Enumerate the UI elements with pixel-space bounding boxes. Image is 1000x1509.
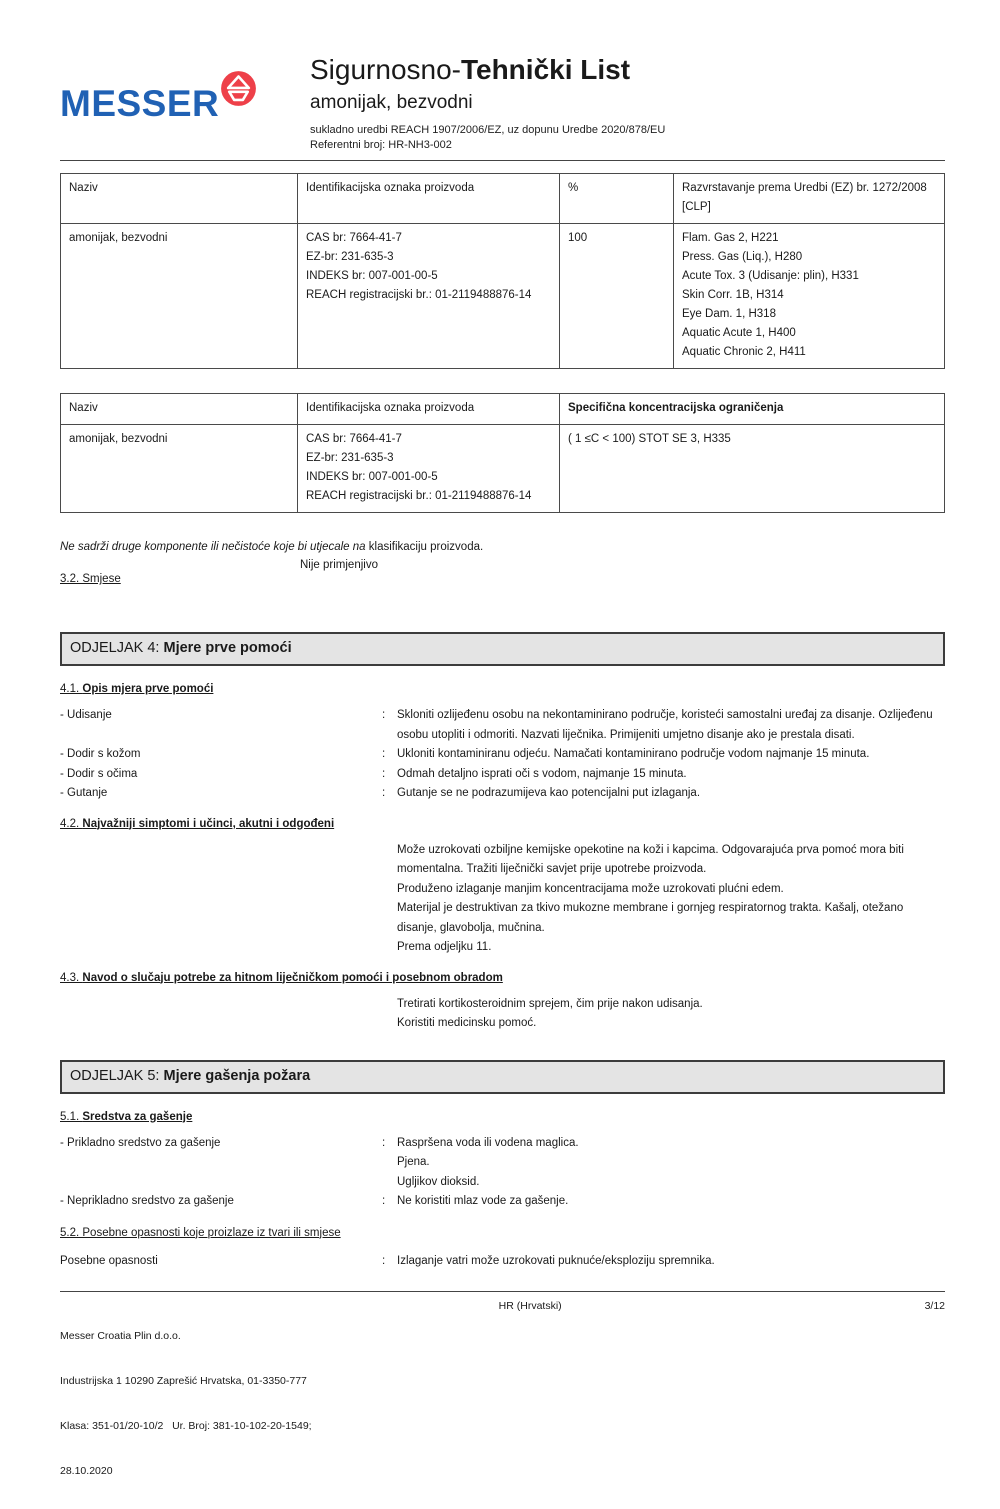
subsection-4-3-number: 4.3. <box>60 971 83 984</box>
paragraph: Materijal je destruktivan za tkivo mukozne membrane i gornjeg respiratornog trakta. Kašalj, otežano disanje, glavobolja, mučnina. <box>397 902 904 934</box>
identifier-ez: EZ-br: 231-635-3 <box>306 251 394 263</box>
cell-identifiers <box>298 425 560 513</box>
col-header-classification: Razvrstavanje prema Uredbi (EZ) br. 1272/2008 [CLP] <box>674 174 945 224</box>
defrow-colon: : <box>382 1195 386 1207</box>
col-header-naziv: Naziv <box>61 174 298 224</box>
subsection-4-2-title: Najvažniji simptomi i učinci, akutni i odgođeni <box>82 817 335 830</box>
document-header <box>60 0 945 153</box>
cell-naziv: amonijak, bezvodni <box>61 425 298 513</box>
defrow-value: Odmah detaljno isprati oči s vodom, najmanje 15 minuta. <box>397 767 687 780</box>
medical-attention-text <box>397 995 945 1034</box>
paragraph: Može uzrokovati ozbiljne kemijske opekotine na koži i kapcima. Odgovarajuća prva pomoć mora biti momentalna. Tražiti liječnički savjet prije upotrebe proizvoda. <box>397 843 904 875</box>
cell-naziv: amonijak, bezvodni <box>61 224 298 369</box>
special-hazards-list <box>60 1252 945 1272</box>
messer-balloon-icon <box>220 70 257 112</box>
defrow-inhalation <box>60 706 945 745</box>
defrow-colon: : <box>382 748 386 760</box>
messer-logo <box>60 54 310 153</box>
defrow-value: Gutanje se ne podrazumijeva kao potencijalni put izlaganja. <box>397 787 701 799</box>
defrow-label: - Udisanje <box>60 709 112 721</box>
cell-identifiers <box>298 224 560 369</box>
footer-language: HR (Hrvatski) <box>498 1300 562 1312</box>
identifier-indeks: INDEKS br: 007-001-00-5 <box>306 270 438 282</box>
component-classification-table <box>60 173 945 369</box>
document-title-bold: Tehnički List <box>460 54 631 85</box>
paragraph: Tretirati kortikosteroidnim sprejem, čim prije nakon udisanja. <box>397 997 703 1010</box>
hazard-class: Skin Corr. 1B, H314 <box>682 289 784 301</box>
paragraph: Produženo izlaganje manjim koncentracijama može uzrokovati plućni edem. <box>397 882 784 895</box>
regulation-line: sukladno uredbi REACH 1907/2006/EZ, uz dopunu Uredbe 2020/878/EU <box>310 124 666 136</box>
section-4-bar <box>60 632 945 666</box>
defrow-colon: : <box>382 1254 386 1267</box>
defrow-colon: : <box>382 709 386 721</box>
defrow-skin-contact <box>60 745 945 765</box>
defrow-label: - Prikladno sredstvo za gašenje <box>60 1136 221 1149</box>
product-name: amonijak, bezvodni <box>310 92 473 113</box>
identifier-indeks: INDEKS br: 007-001-00-5 <box>306 471 438 483</box>
not-applicable-value: Nije primjenjivo <box>300 559 378 571</box>
hazard-class: Aquatic Chronic 2, H411 <box>682 346 806 358</box>
hazard-class: Aquatic Acute 1, H400 <box>682 327 796 339</box>
messer-logo-text: MESSER <box>60 83 220 124</box>
defrow-ingestion <box>60 784 945 804</box>
defrow-value: Skloniti ozlijeđenu osobu na nekontaminirano područje, koristeći samostalni uređaj za disanje. Ozlijeđenu osobu utopliti i odmoriti. Nazvati liječnika. Primijeniti umjetno disanje ako je prestala disati. <box>397 709 933 741</box>
footer-date: 28.10.2020 <box>60 1465 113 1477</box>
defrow-label: - Neprikladno sredstvo za gašenje <box>60 1195 234 1207</box>
cell-limits: ( 1 ≤C < 100) STOT SE 3, H335 <box>560 425 945 513</box>
defrow-suitable-media <box>60 1134 945 1193</box>
first-aid-measures-list <box>60 706 945 804</box>
footer-address: Industrijska 1 10290 Zaprešić Hrvatska, 01-3350-777 <box>60 1375 307 1387</box>
table-row <box>61 224 945 369</box>
cell-percent: 100 <box>560 224 674 369</box>
subsection-5-1-heading <box>60 1109 945 1125</box>
header-divider <box>60 160 945 161</box>
concentration-limits-table <box>60 393 945 513</box>
no-other-components-note <box>60 539 945 556</box>
hazard-class: Acute Tox. 3 (Udisanje: plin), H331 <box>682 270 859 282</box>
defrow-value: Izlaganje vatri može uzrokovati puknuće/eksploziju spremnika. <box>397 1254 715 1267</box>
defrow-value <box>397 1134 945 1193</box>
col-header-identifier: Identifikacijska oznaka proizvoda <box>298 174 560 224</box>
section-5-number: ODJELJAK 5: <box>70 1067 164 1084</box>
hazard-class: Flam. Gas 2, H221 <box>682 232 779 244</box>
note-italic: Ne sadrži druge komponente ili nečistoće koje bi utjecale na <box>60 541 366 553</box>
defrow-label: Posebne opasnosti <box>60 1254 158 1267</box>
defrow-value: Ukloniti kontaminiranu odjeću. Namačati kontaminirano područje vodom najmanje 15 minuta. <box>397 748 870 760</box>
document-title-regular: Sigurnosno- <box>310 54 461 85</box>
cell-classification <box>674 224 945 369</box>
subsection-4-2-heading <box>60 816 945 832</box>
paragraph: Koristiti medicinsku pomoć. <box>397 1017 537 1029</box>
hazard-class: Eye Dam. 1, H318 <box>682 308 776 320</box>
subsection-5-2-heading: 5.2. Posebne opasnosti koje proizlaze iz tvari ili smjese <box>60 1226 341 1239</box>
defrow-special-hazards <box>60 1252 945 1272</box>
reference-number-line: Referentni broj: HR-NH3-002 <box>310 139 452 151</box>
table-row <box>61 425 945 513</box>
section-5-bar <box>60 1060 945 1094</box>
subsection-4-1-heading <box>60 681 945 697</box>
defrow-colon: : <box>382 767 386 780</box>
page-footer <box>60 1291 945 1509</box>
subsection-3-2-heading: 3.2. Smjese <box>60 573 121 585</box>
footer-company-block <box>60 1299 392 1509</box>
section-4-title: Mjere prve pomoći <box>163 640 292 656</box>
table-header-row <box>61 174 945 224</box>
defrow-label: - Gutanje <box>60 787 108 799</box>
value-line: Raspršena voda ili vodena maglica. <box>397 1136 579 1149</box>
identifier-cas: CAS br: 7664-41-7 <box>306 232 402 244</box>
subsection-4-1-title: Opis mjera prve pomoći <box>82 683 214 695</box>
col-header-percent: % <box>560 174 674 224</box>
identifier-cas: CAS br: 7664-41-7 <box>306 433 402 445</box>
col-header-identifier: Identifikacijska oznaka proizvoda <box>298 394 560 425</box>
defrow-value: Ne koristiti mlaz vode za gašenje. <box>397 1195 569 1207</box>
identifier-ez: EZ-br: 231-635-3 <box>306 452 394 464</box>
subsection-5-1-title: Sredstva za gašenje <box>82 1110 193 1123</box>
table-header-row <box>61 394 945 425</box>
notes-block <box>60 539 945 588</box>
defrow-eye-contact <box>60 765 945 785</box>
subsection-4-3-heading <box>60 970 945 986</box>
subsection-5-1-number: 5.1. <box>60 1110 83 1123</box>
identifier-reach: REACH registracijski br.: 01-2119488876-14 <box>306 289 532 301</box>
footer-klasa: Klasa: 351-01/20-10/2 Ur. Broj: 381-10-102-20-1549; <box>60 1420 312 1432</box>
section-4-number: ODJELJAK 4: <box>70 640 164 656</box>
extinguishing-media-list <box>60 1134 945 1212</box>
paragraph: Prema odjeljku 11. <box>397 941 492 953</box>
subsection-4-2-number: 4.2. <box>60 817 83 830</box>
defrow-label: - Dodir s očima <box>60 767 138 780</box>
col-header-limits: Specifična koncentracijska ograničenja <box>560 394 945 425</box>
section-5-title: Mjere gašenja požara <box>163 1067 311 1084</box>
hazard-class: Press. Gas (Liq.), H280 <box>682 251 803 263</box>
footer-company: Messer Croatia Plin d.o.o. <box>60 1330 181 1342</box>
subsection-4-1-number: 4.1. <box>60 683 83 695</box>
symptoms-effects-text <box>397 841 945 958</box>
defrow-label: - Dodir s kožom <box>60 748 141 760</box>
subsection-4-3-title: Navod o slučaju potrebe za hitnom liječničkom pomoći i posebnom obradom <box>82 971 503 984</box>
document-title <box>310 54 945 86</box>
note-regular: klasifikaciju proizvoda. <box>365 541 484 553</box>
value-line: Pjena. <box>397 1156 430 1168</box>
defrow-colon: : <box>382 787 386 799</box>
defrow-colon: : <box>382 1136 386 1149</box>
identifier-reach: REACH registracijski br.: 01-2119488876-14 <box>306 490 532 502</box>
col-header-naziv: Naziv <box>61 394 298 425</box>
value-line: Ugljikov dioksid. <box>397 1175 480 1188</box>
defrow-unsuitable-media <box>60 1192 945 1212</box>
footer-page-number: 3/12 <box>924 1300 945 1312</box>
footer-divider <box>60 1291 945 1292</box>
